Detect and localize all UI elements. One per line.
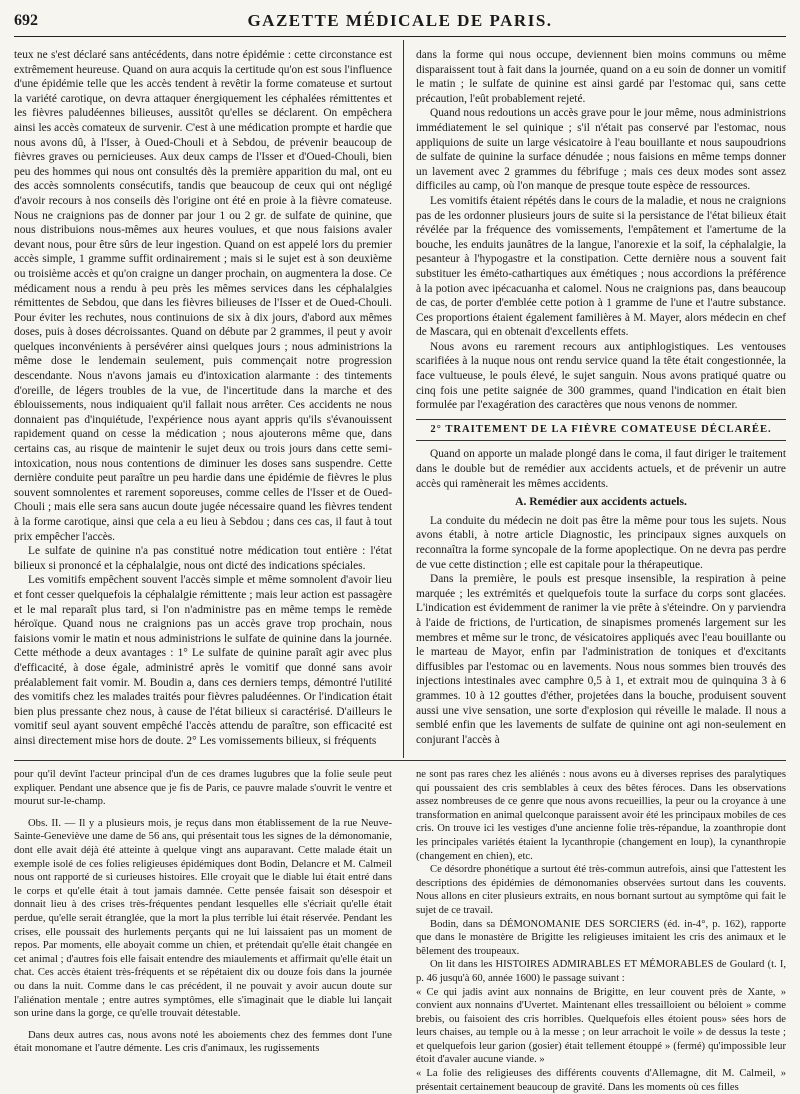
section-heading: 2° TRAITEMENT DE LA FIÈVRE COMATEUSE DÉCLARÉE. <box>416 419 786 442</box>
top-right-column <box>416 48 786 748</box>
quotation: « La folie des religieuses des différents couvents d'Allemagne, dit M. Calmeil, » présentait certainement beaucoup de gravité. Dans les moments où ces filles <box>416 1068 786 1093</box>
spacer <box>14 1021 392 1029</box>
journal-title: GAZETTE MÉDICALE DE PARIS. <box>247 11 553 30</box>
paragraph: Quand on apporte un malade plongé dans le coma, il faut diriger le traitement dans le double but de remédier aux accidents actuels, et de prévenir un autre accès qui ramènerait les mêmes accidents. <box>416 448 786 490</box>
paragraph: On lit dans les HISTOIRES ADMIRABLES ET MÉMORABLES de Goulard (t. I, p. 46 jusqu'à 60, année 1600) le passage suivant : <box>416 959 786 984</box>
paragraph: Les vomitifs étaient répétés dans le cours de la maladie, et nous ne craignions pas de les ordonner plusieurs jours de suite si la persistance de l'état bilieux était révélée par la fréquence des vomissements, l'empâtement et l'amertume de la bouche, les enduits jaunâtres de la langue, l'anorexie et la soif, la céphalalgie, la pesanteur à l'hypogastre et la constipation. Cette dernière nous a souvent fait substituer les éméto-cathartiques aux émétiques ; nous accordions la préférence à la potion avec ipécacuanha et calomel. Nous ne craignions pas, dans beaucoup de cas, de porter d'emblée cette potion à 1 gramme de l'une et l'autre substance. Ces proportions étaient également familières à M. Mayer, alors médecin en chef de Mascara, qui en obtenait d'excellents effets. <box>416 194 786 339</box>
paragraph: teux ne s'est déclaré sans antécédents, dans notre épidémie : cette circonstance est extrêmement heureuse. Quand on aura acquis la certitude qu'on est sous l'influence d'une épidémie telle que les accès tendent à revêtir la forme comateuse et surtout la variété carotique, on devra attaquer énergiquement les céphalées rémittentes et les fièvres paludéennes bilieuses, aussitôt qu'elles se déclarent. On empêchera ainsi les accès comateux de survenir. C'est à une médication prompte et hardie que nous avons dû, à l'Isser, à Oued-Chouli et à Sebdou, de prévenir beaucoup de fièvres graves ou pernicieuses. Aux deux camps de l'Isser et d'Oued-Chouli, bien peu des hommes qui nous ont consultés dès la première apparition du mal, ont eu des accès somnolents consécutifs, tandis que beaucoup de ceux qui ont négligé d'avoir recours à nos conseils dès l'origine ont été en proie à la fièvre comateuse. Nous ne craignions pas de donner par jour 1 ou 2 gr. de sulfate de quinine, que nous distribuions nous-mêmes aux heures voulues, et que nous faisions avaler devant nous, pour être sûrs de leur ingestion. Quand on est appelé lors du premier accès simple, 1 gramme suffit ordinairement ; mais si le sujet est à son deuxième ou troisième accès et qu'on craigne un danger prochain, on augmentera la dose. Ce médicament nous a rendu à peu près les mêmes services dans les céphalalgies rémittentes de Sebdou, que dans les fièvres bilieuses de l'Isser et de Oued-Chouli. Pour éviter les rechutes, nous continuions de six à dix jours, d'abord aux mêmes doses, puis à doses décroissantes. Quand on débute par 2 grammes, il peut y avoir quelques inconvénients à persévérer ainsi quelques jours ; nous administrions la même dose le lendemain seulement, puis commençait notre progression descendante. Nous n'avons jamais eu d'intoxication alarmante : des tintements d'oreille, de légers troubles de la vue, de l'incertitude dans la marche et des éblouissements, nous indiquaient qu'il fallait nous arrêter. Ces accidents ne nous donnaient pas d'inquiétude, l'expérience nous ayant appris qu'ils s'évanouissent rapidement quand on cesse la médication ; nous ajouterons même que, dans certains cas, au risque de maintenir le sujet deux ou trois jours dans cette semi-intoxication, nous nous contentions de diminuer les doses sans suspendre. Cette dernière conduite peut paraître un peu hardie dans une épidémie de fièvres le plus souvent somnolentes et rarement soporeuses, comme celles de l'Isser et de Oued-Chouli ; mais elle sera sans aucun doute jugée nécessaire quand les fièvres tendent à la forme carotique, ainsi que cela a eu lieu à Sebdou ; dans ces cas, il faut à tout prix empêcher l'accès. <box>14 49 392 543</box>
paragraph: Obs. II. — Il y a plusieurs mois, je reçus dans mon établissement de la rue Neuve-Sainte-Geneviève une dame de 56 ans, qui présentait tous les signes de la démonomanie, dont elle avait déjà été atteinte à quelque vingt ans auparavant. Cette malade était un exemple isolé de ces folies religieuses épidémiques dont Bodin, Delancre et M. Calmeil nous ont rapporté de si curieuses histoires. Elle croyait que le diable lui était entré dans le corps et qu'elle était à tout jamais damnée. Cette pensée faisait son désespoir et donnait lieu à des crises très-fréquentes pendant lesquelles elle s'écriait qu'elle était perdue, qu'elle serait étranglée, que la mort la plus terrible lui était réservée. Pendant les crises, elle poussait des hurlements perçants qui ne lui laissaient pas un moment de repos. Par moments, elle aboyait comme un chien, et prétendait qu'elle était changée en cet animal ; d'autres fois elle faisait entendre des miaulements et affirmait qu'elle était un chat. Ces accès étaient très-fréquents et se répétaient dix ou douze fois dans la journée ou dans la nuit. Comme dans le cas précédent, il ne pouvait y avoir aucun doute sur l'aliénation mentale ; entre autres symptômes, elle s'imaginait que le diable lui lançait son urine dans la gorge, ce qu'elle trouvait détestable. <box>14 817 392 1020</box>
paragraph: Le sulfate de quinine n'a pas constitué notre médication tout entière : l'état bilieux si prononcé et la céphalalgie, nous ont dicté des indications spéciales. <box>14 545 392 572</box>
paragraph: Dans la première, le pouls est presque insensible, la respiration à peine marquée ; les extrémités et quelquefois toute la surface du corps sont glacées. L'indication est évidemment de ranimer la vie prête à s'éteindre. On y parviendra à l'aide de frictions, de l'urtication, de sinapismes promenés largement sur les membres et même sur le tronc, de vésicatoires appliqués avec l'eau bouillante ou le marteau de Mayor, enfin par l'administration de toniques et d'excitants diffusibles par l'estomac ou en lavements. Nous nous sommes bien trouvés des injections intestinales avec camphre 0,5 à 1, et extrait mou de quinquina 3 à 6 grammes. 10 à 12 gouttes d'éther, projetées dans la bouche, produisent souvent aussi une vive sensation, une sorte d'explosion qui réveille le malade. Il nous a semblé enfin que les lavements de sulfate de quinine ont agi non-seulement en conjurant l'accès à <box>416 573 786 746</box>
spacer <box>14 809 392 817</box>
page-number: 692 <box>14 12 38 29</box>
paragraph: dans la forme qui nous occupe, deviennent bien moins communs ou même disparaissent tout à fait dans la journée, quand on a eu soin de donner un vomitif le matin ; le sulfate de quinine est ainsi gardé par l'estomac qui, sans cette précaution, l'eût probablement rejeté. <box>416 49 786 105</box>
paragraph: Ce désordre phonétique a surtout été très-commun autrefois, ainsi que l'attestent les descriptions des épidémies de démonomanies observées surtout dans les couvents. Nous allons en citer plusieurs extraits, en nous bornant surtout au symptôme qui fait le sujet de ce travail. <box>416 864 786 916</box>
subheading: A. Remédier aux accidents actuels. <box>515 495 687 509</box>
paragraph: ne sont pas rares chez les aliénés : nous avons eu à diverses reprises des paralytiques qui poussaient des cris semblables à ceux des bêtes féroces. Dans les observations assez nombreuses de ce genre que nous avons recueillies, la peur ou la croyance à une transformation en animal quelconque paraissent avoir été les principaux mobiles de ces cris. On trouve ici les vestiges d'une ancienne folie très-répandue, la zoanthropie dont les principales variétés étaient la lycanthropie (changement en loup), la cynanthropie (changement en chien), etc. <box>416 769 786 862</box>
column-divider <box>403 40 404 758</box>
paragraph: Les vomitifs empêchent souvent l'accès simple et même somnolent d'avoir lieu et font cesser quelquefois la céphalalgie rémittente ; mais leur action est passagère et le mal reparaît plus tard, si l'on n'administre pas en même temps le remède héroïque. Quand nous ne craignions pas un accès grave trop prochain, nous faisions vomir le matin et nous administrions le sulfate de quinine dans la journée. Cette méthode a deux avantages : 1° Le sulfate de quinine paraît agir avec plus d'efficacité, à dose égale, administré après le vomitif que donné sans avoir préalablement fait vomir. M. Boudin a, dans ces derniers temps, démontré l'utilité des vomitifs chez les malades traités pour fièvres paludéennes. Or l'indication était bien plus pressante chez nous, à cause de l'état bilieux si caractérisé. D'ailleurs le vomitif seul ayant souvent empêché l'accès attendu de paraître, son efficacité est ainsi directement mise hors de doute. 2° Les vomissements bilieux, si fréquents <box>14 574 392 747</box>
paragraph: La conduite du médecin ne doit pas être la même pour tous les sujets. Nous avons établi, à notre article Diagnostic, les principaux signes auxquels on reconnaîtra la forme syncopale de la forme apoplectique. On ne devra pas perdre de vue cette distinction ; elle est capitale pour la thérapeutique. <box>416 514 786 571</box>
quotation: « Ce qui jadis avint aux nonnains de Brigitte, en leur couvent près de Xante, » convient aux nonnains d'Uvertet. Maintenant elles tressailloient ou béloient » comme brebis, ou faisoient des cris horribles. Quelquefois elles étoient pous» sées hors de leurs chaises, au temple ou à la messe ; on leur arrachoit le voile » de dessus la teste ; et quelquefois leur garion (gosier) était tellement étouppé » (fermé) qu'impossible leur étoit d'avaler aucune viande. » <box>416 986 786 1066</box>
bottom-right-column <box>416 768 786 1093</box>
section-divider <box>14 760 786 761</box>
paragraph: Bodin, dans sa DÉMONOMANIE DES SORCIERS (éd. in-4°, p. 162), rapporte que dans le monastère de Brigitte les religieuses imitaient les cris des animaux et le bêlement des troupeaux. <box>416 918 786 957</box>
paragraph: Dans deux autres cas, nous avons noté les aboiements chez des femmes dont l'une était monomane et l'autre démente. Les cris d'animaux, les rugissements <box>14 1029 392 1055</box>
top-left-column <box>14 48 392 748</box>
paragraph: Quand nous redoutions un accès grave pour le jour même, nous administrions immédiatement le sel quinique ; s'il n'était pas conservé par l'estomac, nous appliquions de suite un large vésicatoire à l'eau bouillante et nous saupoudrions de sulfate de quinine la surface dénudée ; nous faisions en même temps donner un lavement avec 2 grammes du fébrifuge ; mais ces deux modes sont assez difficiles au camp, où l'on manque de presque toute espèce de ressources. <box>416 107 786 193</box>
paragraph: pour qu'il devînt l'acteur principal d'un de ces drames lugubres que la folie seule peut expliquer. Pendant une absence que je fis de Paris, ce pauvre malade s'ouvrit le ventre et mourut sur-le-champ. <box>14 769 392 808</box>
paragraph: Nous avons eu rarement recours aux antiphlogistiques. Les ventouses scarifiées à la nuque nous ont rendu service quand la tête était congestionnée, la face vultueuse, le pouls élevé, le sujet sanguin. Nous avons pratiqué quatre ou cinq fois une petite saignée de 300 grammes, quand l'indication en était bien formulée par l'exagération des caractères que nous venons de nommer. <box>416 340 786 412</box>
page-header <box>14 10 786 37</box>
bottom-left-column <box>14 768 392 1073</box>
